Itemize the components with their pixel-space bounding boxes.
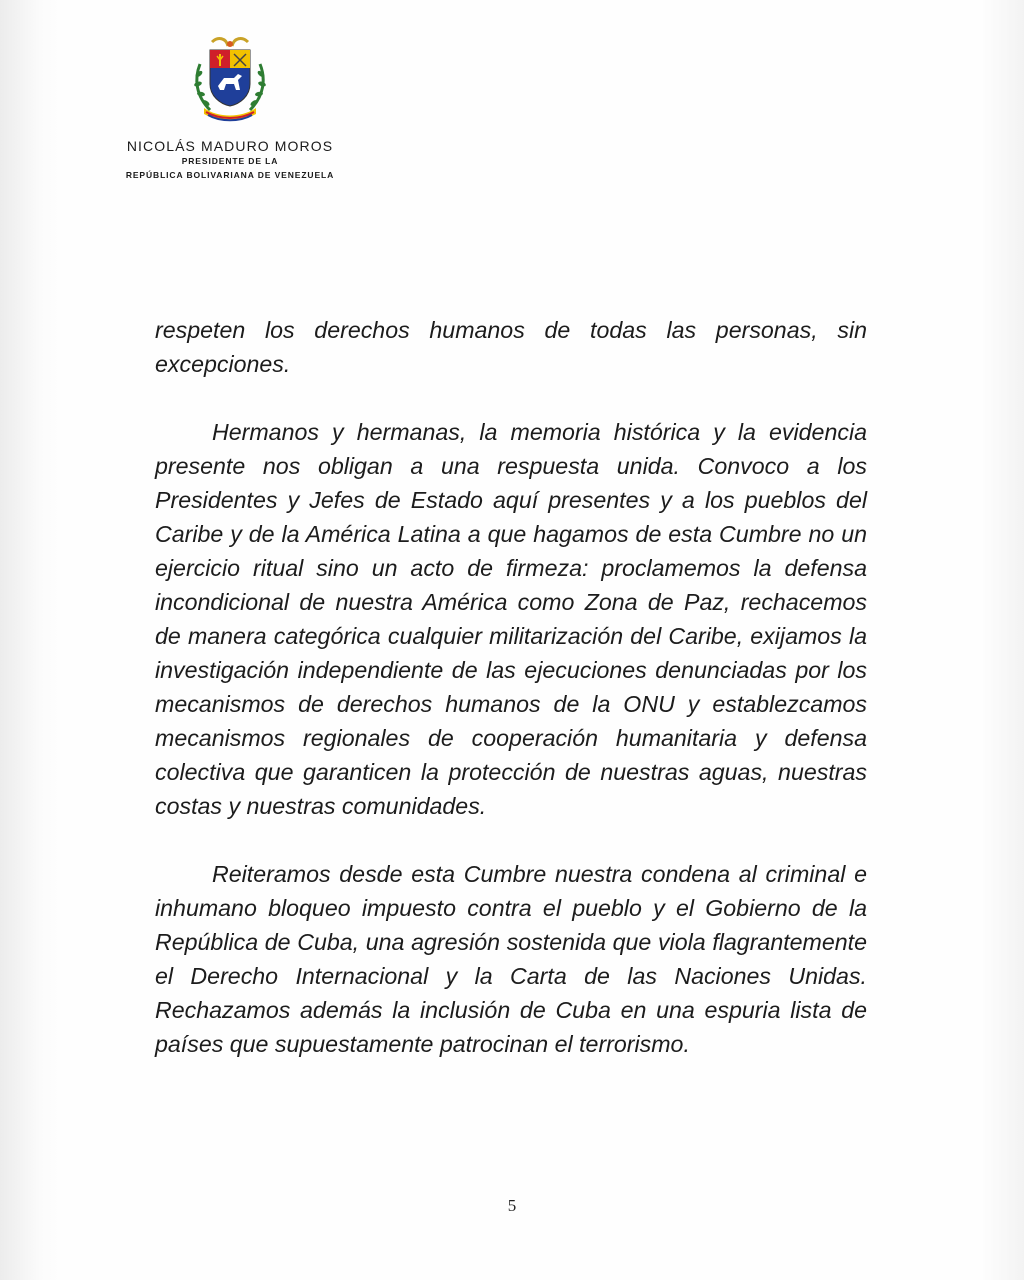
letterhead bbox=[100, 34, 360, 182]
document-body bbox=[155, 313, 867, 1061]
paragraph: Hermanos y hermanas, la memoria histórica y la evidencia presente nos obligan a una respuesta unida. Convoco a los Presidentes y Jefes de Estado aquí presentes y a los pueblos del Caribe y de la América Latina a que hagamos de esta Cumbre no un ejercicio ritual sino un acto de firmeza: proclamemos la defensa incondicional de nuestra América como Zona de Paz, rechacemos de manera categórica cualquier militarización del Caribe, exijamos la investigación independiente de las ejecuciones denunciadas por los mecanismos de derechos humanos de la ONU y establezcamos mecanismos regionales de cooperación humanitaria y defensa colectiva que garanticen la protección de nuestras aguas, nuestras costas y nuestras comunidades. bbox=[155, 419, 867, 819]
paragraph: respeten los derechos humanos de todas las personas, sin excepciones. bbox=[155, 317, 867, 377]
letterhead-title-line1: PRESIDENTE DE LA bbox=[181, 156, 279, 166]
paragraph: Reiteramos desde esta Cumbre nuestra condena al criminal e inhumano bloqueo impuesto contra el pueblo y el Gobierno de la República de Cuba, una agresión sostenida que viola flagrantemente el Derecho Internacional y la Carta de las Naciones Unidas. Rechazamos además la inclusión de Cuba en una espuria lista de países que supuestamente patrocinan el terrorismo. bbox=[155, 861, 867, 1057]
page-number: 5 bbox=[507, 1196, 517, 1215]
letterhead-title-line2: REPÚBLICA BOLIVARIANA DE VENEZUELA bbox=[125, 170, 335, 180]
venezuela-coat-of-arms-icon bbox=[190, 34, 270, 122]
letterhead-name: NICOLÁS MADURO MOROS bbox=[126, 138, 334, 154]
